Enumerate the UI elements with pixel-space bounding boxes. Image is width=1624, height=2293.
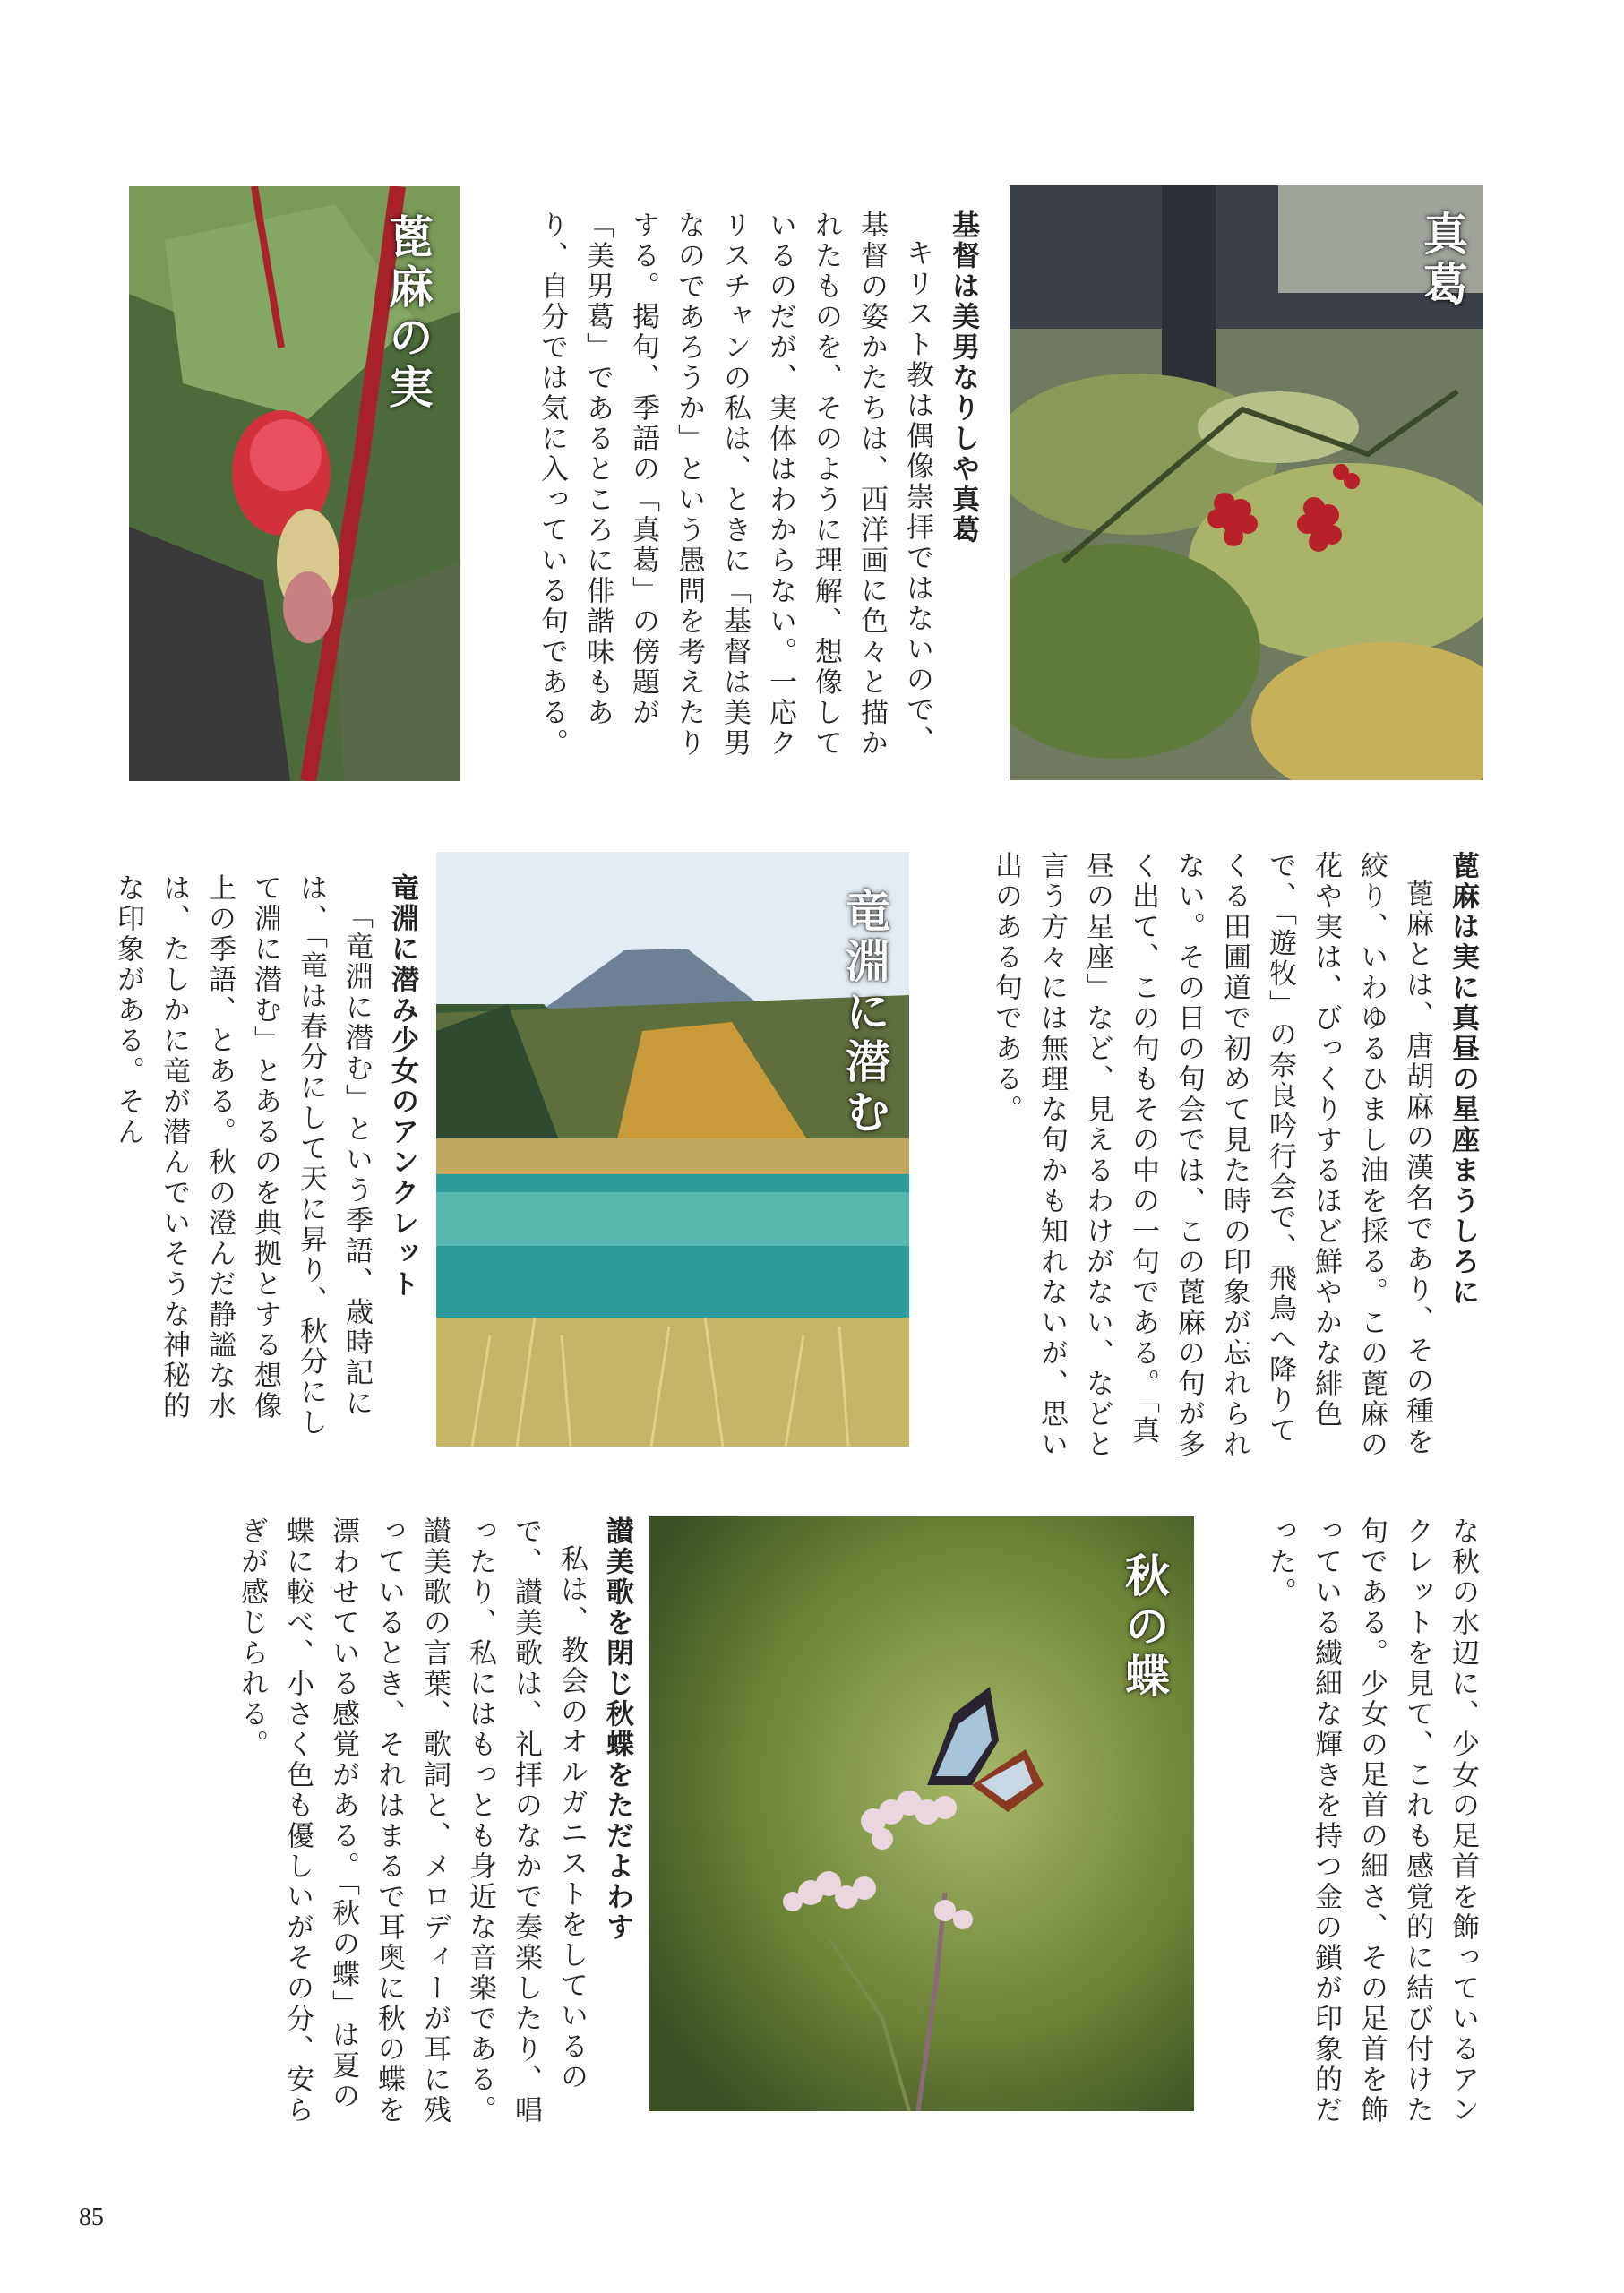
caption-tatsubuchi: 竜淵に潜む [838,888,891,1138]
hima-body: 蓖麻とは、唐胡麻の漢名であり、その種を絞り、いわゆるひまし油を採る。この蓖麻の花や実は、びっくりするほど鮮やかな緋色で、「遊牧」の奈良吟行会で、飛鳥へ降りてくる田圃道で初めて見た時の印象が忘れられない。その日の句会では、この蓖麻の句が多く出て、この句もその中の一句である。「真昼の星座」など、見えるわけがない、などと言う方々には無理な句かも知れないが、思い出のある句である。 [990,851,1433,1460]
photo-himanomi [129,186,460,781]
photo-masakazura [1010,185,1483,780]
hima-heading: 蓖麻は実に真昼の星座まうしろに [1447,851,1479,1308]
sanbika-heading: 讃美歌を閉じ秋蝶をただよわす [601,1516,633,1943]
section-tatsubuchi [111,873,425,1447]
page-number: 85 [79,2203,104,2231]
section-tatsubuchi-cont [1243,1516,1485,2134]
akinocho-image [649,1516,1194,2111]
tatsubuchi-heading: 竜淵に潜み少女のアンクレット [386,873,418,1300]
caption-himanomi: 蓖麻の実 [382,213,434,414]
kirisuto-body: キリスト教は偶像崇拝ではないので、基督の姿かたちは、西洋画に色々と描かれたものを、そのように理解、想像しているのだが、実体はわからない。一応クリスチャンの私は、ときに「基督は美男なのであろうか」という愚問を考えたりする。掲句、季語の「真葛」の傍題が「美男葛」であるところに俳諧味もあり、自分では気に入っている句である。 [536,210,933,759]
photo-akinocho [649,1516,1194,2111]
sanbika-body: 私は、教会のオルガニストをしているので、讃美歌は、礼拝のなかで奏楽したり、唱ったり、私にはもっとも身近な音楽である。讃美歌の言葉、歌詞と、メロディーが耳に残っているとき、それはまるで耳奥に秋の蝶を漂わせている感覚がある。「秋の蝶」は夏の蝶に較べ、小さく色も優しいがその分、安らぎが感じられる。 [236,1516,588,2126]
tatsubuchi-body: 「竜淵に潜む」という季語、歳時記には、「竜は春分にして天に昇り、秋分にして淵に潜む」とあるのを典拠とする想像上の季語、とある。秋の澄んだ静謐な水は、たしかに竜が潜んでいそうな神秘的な印象がある。そん [112,873,373,1438]
section-hima [948,851,1485,1469]
section-kirisuto [502,210,985,784]
photo-tatsubuchi [436,852,909,1447]
section-sanbika [111,1516,640,2134]
kirisuto-heading: 基督は美男なりしや真葛 [947,210,979,545]
caption-masakazura: 真葛 [1416,210,1469,311]
masakazura-image [1010,185,1483,780]
caption-akinocho: 秋の蝶 [1118,1552,1171,1703]
tatsubuchi-body-cont: な秋の水辺に、少女の足首を飾っているアンクレットを見て、これも感覚的に結び付けた句である。少女の足首の細さ、その足首を飾っている繊細な輝きを持つ金の鎖が印象的だった。 [1264,1516,1479,2126]
